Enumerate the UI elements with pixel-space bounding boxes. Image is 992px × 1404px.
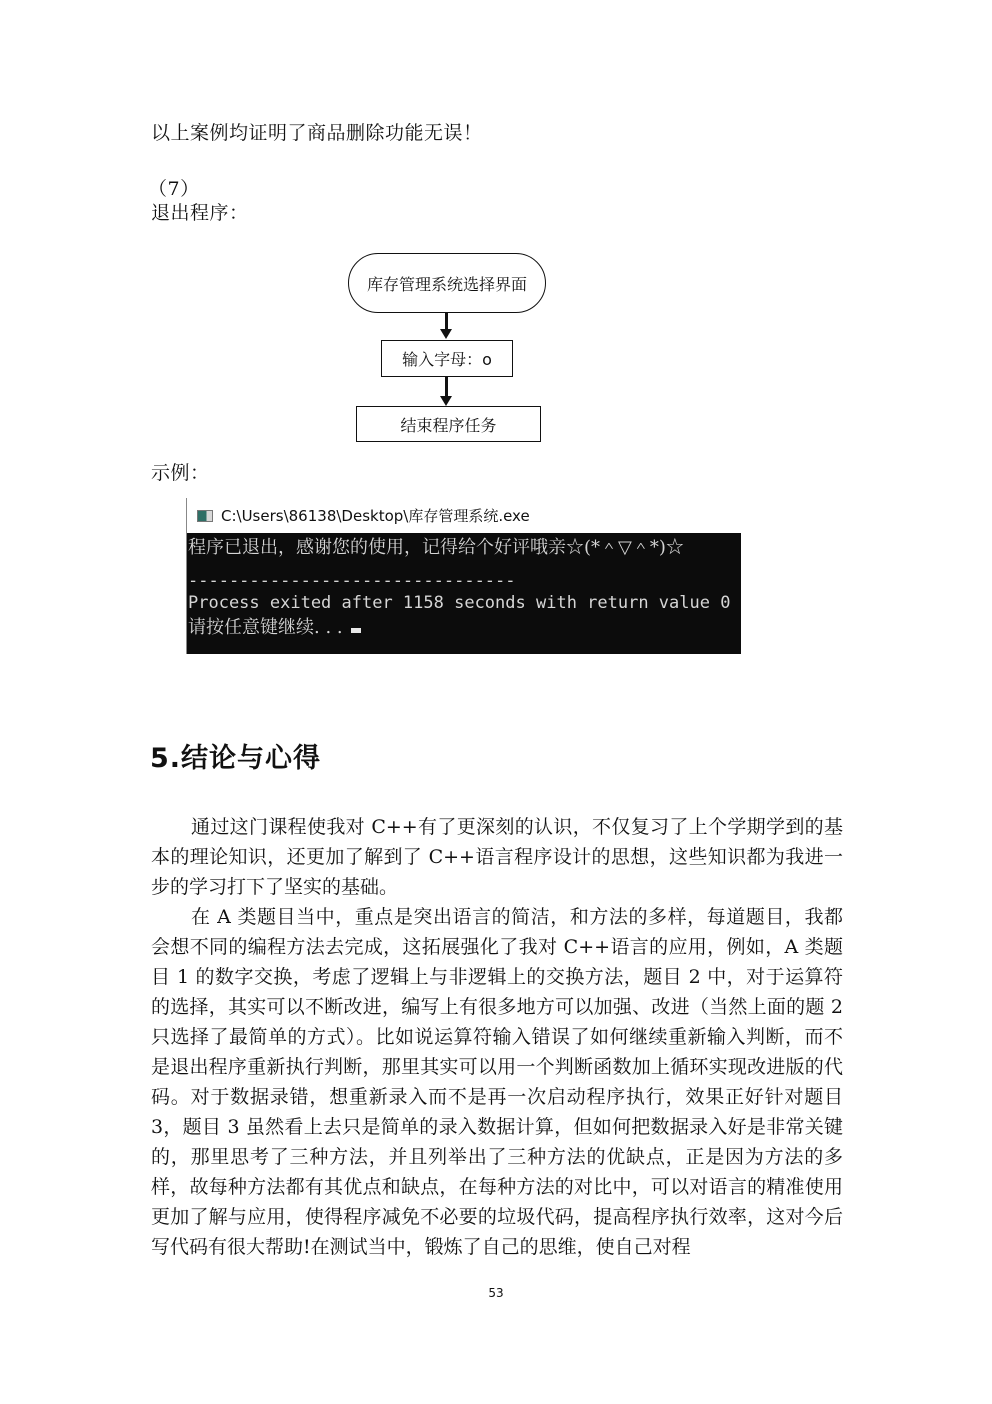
console-line [188, 613, 361, 639]
flowchart-start-node: 库存管理系统选择界面 [348, 253, 546, 313]
console-window [186, 498, 741, 654]
console-prompt: 请按任意键继续. . . [188, 617, 343, 638]
section-label: 退出程序： [151, 202, 249, 224]
arrow-head-icon [440, 396, 452, 406]
console-title: C:\Users\86138\Desktop\库存管理系统.exe [221, 507, 530, 525]
arrow-head-icon [440, 329, 452, 339]
paragraph: 通过这门课程使我对 C++有了更深刻的认识，不仅复习了上个学期学到的基本的理论知识，还更加了解到了 C++语言程序设计的思想，这些知识都为我进一步的学习打下了坚实的基础。 [151, 816, 843, 898]
console-line: Process exited after 1158 seconds with return value 0 [188, 593, 731, 613]
section-heading: 5.结论与心得 [150, 743, 322, 774]
page-number: 53 [488, 1286, 504, 1300]
console-line: 程序已退出，感谢您的使用，记得给个好评哦亲☆(*＾▽＾*)☆ [188, 537, 684, 558]
console-output [187, 533, 741, 654]
console-app-icon [197, 510, 213, 522]
intro-line: 以上案例均证明了商品删除功能无误！ [151, 122, 483, 144]
console-line: -------------------------------- [188, 571, 516, 591]
example-label: 示例： [151, 462, 210, 484]
flowchart-arrow [445, 377, 448, 397]
section-number: （7） [148, 178, 200, 200]
flowchart-input-node: 输入字母：o [381, 340, 513, 377]
cursor-icon [351, 628, 361, 633]
paragraph: 在 A 类题目当中，重点是突出语言的简洁，和方法的多样，每道题目，我都会想不同的编程方法去完成，这拓展强化了我对 C++语言的应用，例如，A 类题目 1 的数字交换，考虑了逻辑上与非逻辑上的交换方法，题目 2 中，对于运算符的选择，其实可以不断改进，编写上有很多地方可以加强、改进（当然上面的题 2 只选择了最简单的方式）。比如说运算符输入错误了如何继续重新输入判断，而不是退出程序重新执行判断，那里其实可以用一个判断函数加上循环实现改进版的代码。对于数据录错，想重新录入而不是再一次启动程序执行，效果正好针对题目 3，题目 3 虽然看上去只是简单的录入数据计算，但如何把数据录入好是非常关键的，那里思考了三种方法，并且列举出了三种方法的优缺点，正是因为方法的多样，故每种方法都有其优点和缺点，在每种方法的对比中，可以对语言的精准使用更加了解与应用，使得程序减免不必要的垃圾代码，提高程序执行效率，这对今后写代码有很大帮助!在测试当中，锻炼了自己的思维，使自己对程 [151, 906, 843, 1258]
console-titlebar [187, 498, 741, 533]
flowchart-end-node: 结束程序任务 [356, 406, 541, 442]
